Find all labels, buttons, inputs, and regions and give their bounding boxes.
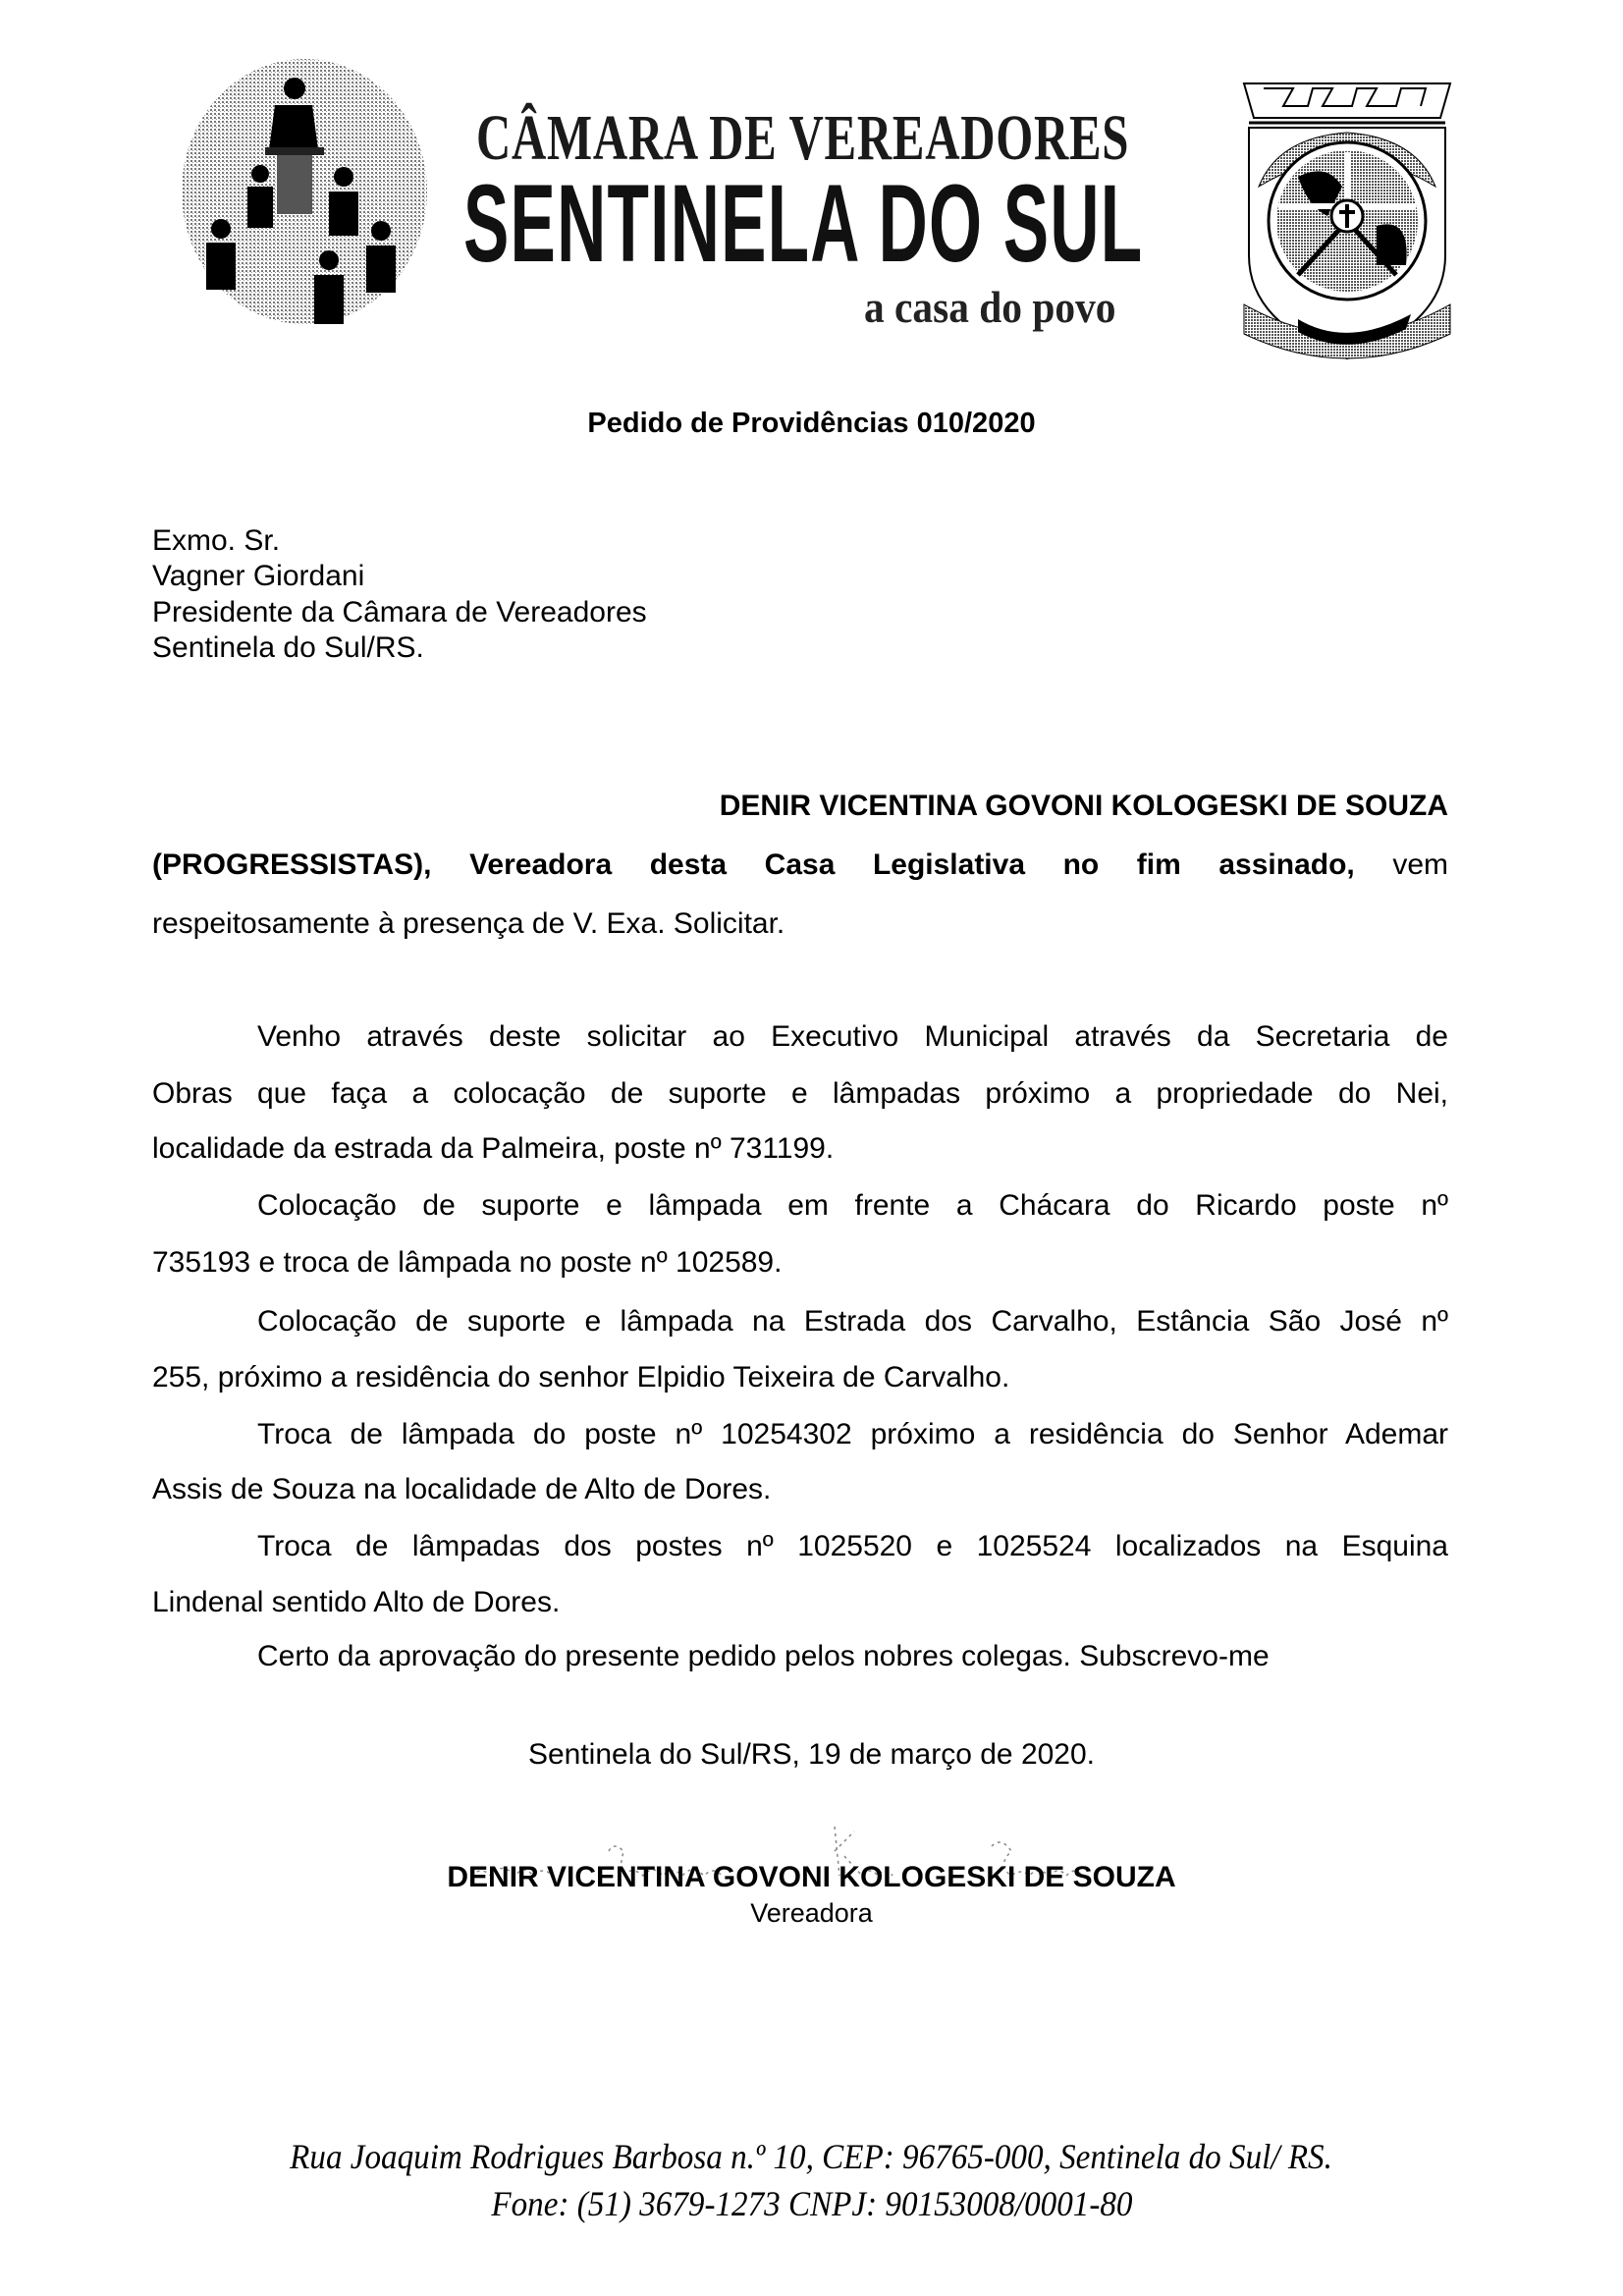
intro-line-3: respeitosamente à presença de V. Exa. Solicitar. <box>152 907 785 940</box>
councilor-description: Vereadora desta Casa Legislativa no fim assinado, <box>469 848 1355 881</box>
intro-line-2 <box>152 850 1448 880</box>
paragraph-3-line-1: Colocação de suporte e lâmpada na Estrada dos Carvalho, Estância São José nº <box>257 1305 1448 1338</box>
footer-address <box>0 2139 1623 2174</box>
paragraph-5-line-2: Lindenal sentido Alto de Dores. <box>152 1586 561 1618</box>
paragraph-4-line-1: Troca de lâmpada do poste nº 10254302 próximo a residência do Senhor Ademar <box>257 1418 1448 1450</box>
paragraph-4-line-2: Assis de Souza na localidade de Alto de Dores. <box>152 1473 772 1505</box>
header-city-name: SENTINELA DO SUL <box>463 162 1144 285</box>
date-line: Sentinela do Sul/RS, 19 de março de 2020. <box>527 1738 1096 1771</box>
header-chamber-title: CÂMARA DE VEREADORES <box>476 102 1130 174</box>
footer-contact <box>0 2186 1623 2221</box>
paragraph-2-line-2: 735193 e troca de lâmpada no poste nº 102589. <box>152 1246 783 1279</box>
addressee-location: Sentinela do Sul/RS. <box>152 631 424 664</box>
intro-verb: vem <box>1392 848 1449 881</box>
addressee-title: Presidente da Câmara de Vereadores <box>152 596 647 629</box>
coat-of-arms-icon <box>1239 69 1455 363</box>
paragraph-5-line-1: Troca de lâmpadas dos postes nº 1025520 e 1025524 localizados na Esquina <box>257 1530 1448 1562</box>
people-assembly-logo-icon <box>167 54 452 329</box>
paragraph-3-line-2: 255, próximo a residência do senhor Elpidio Teixeira de Carvalho. <box>152 1361 1010 1394</box>
addressee-name: Vagner Giordani <box>152 560 365 592</box>
footer-contact-text: Fone: (51) 3679-1273 CNPJ: 90153008/0001-80 <box>490 2184 1133 2223</box>
party-name: (PROGRESSISTAS), <box>152 848 432 881</box>
councilor-name: DENIR VICENTINA GOVONI KOLOGESKI DE SOUZA <box>719 790 1448 822</box>
document-title: Pedido de Providências 010/2020 <box>587 408 1036 439</box>
signatory-name: DENIR VICENTINA GOVONI KOLOGESKI DE SOUZA <box>447 1861 1176 1893</box>
signatory-role: Vereadora <box>750 1898 873 1928</box>
paragraph-1-line-3: localidade da estrada da Palmeira, poste nº 731199. <box>152 1132 835 1165</box>
addressee-salutation: Exmo. Sr. <box>152 524 281 557</box>
paragraph-2-line-1: Colocação de suporte e lâmpada em frente a Chácara do Ricardo poste nº <box>257 1189 1448 1222</box>
paragraph-1-line-1: Venho através deste solicitar ao Executivo Municipal através da Secretaria de <box>257 1020 1448 1053</box>
header-slogan: a casa do povo <box>864 282 1116 332</box>
footer-address-text: Rua Joaquim Rodrigues Barbosa n.º 10, CEP: 96765-000, Sentinela do Sul/ RS. <box>290 2137 1333 2176</box>
paragraph-1-line-2: Obras que faça a colocação de suporte e lâmpadas próximo a propriedade do Nei, <box>152 1077 1448 1110</box>
closing-line: Certo da aprovação do presente pedido pelos nobres colegas. Subscrevo-me <box>257 1640 1270 1672</box>
